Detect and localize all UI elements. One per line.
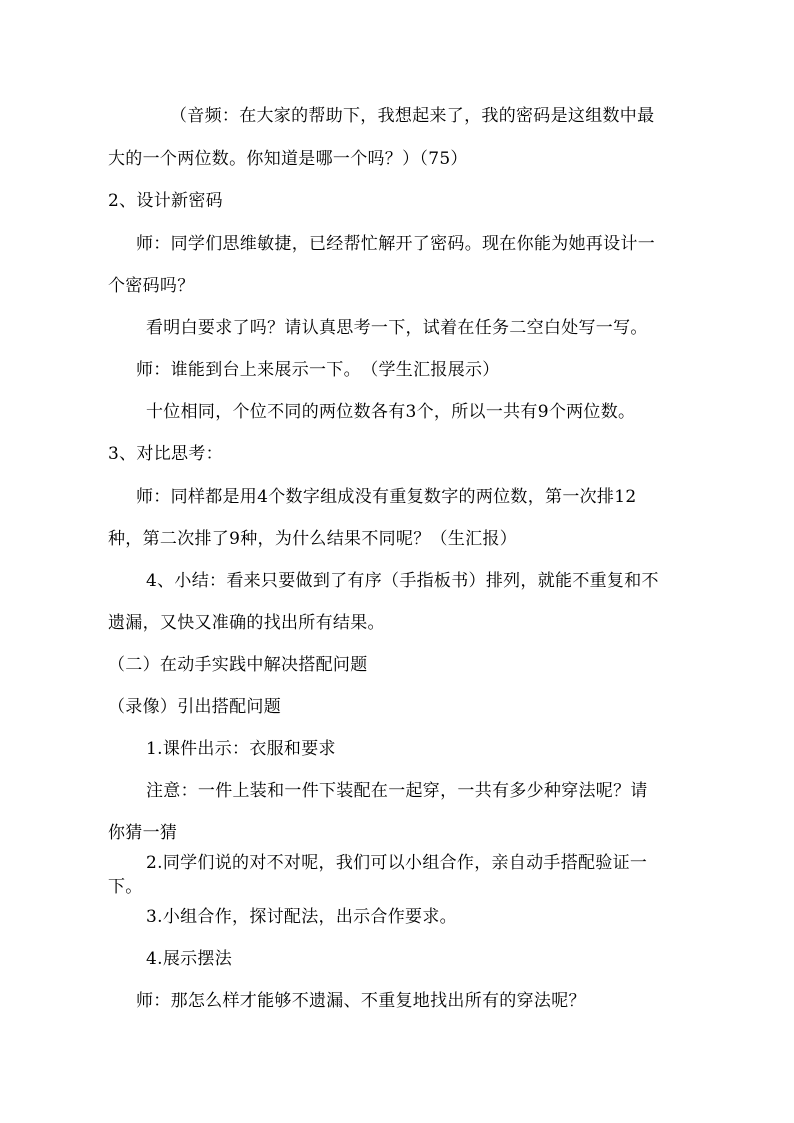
summary-line-1: 4、小结：看来只要做到了有序（手指板书）排列，就能不重复和不 (146, 571, 659, 591)
step-3-line: 3.小组合作，探讨配法，出示合作要求。 (146, 907, 457, 927)
tens-ones-line: 十位相同，个位不同的两位数各有3个，所以一共有9个两位数。 (146, 402, 636, 422)
instruction-line: 看明白要求了吗？请认真思考一下，试着在任务二空白处写一写。 (146, 318, 648, 338)
teacher-paragraph-2-line-1: 师：同样都是用4个数字组成没有重复数字的两位数，第一次排12 (136, 487, 637, 507)
step-2-line-2: 下。 (108, 877, 143, 897)
teacher-paragraph-1-line-2: 个密码吗？ (108, 276, 195, 296)
step-4-line: 4.展示摆法 (146, 949, 233, 969)
teacher-question-line: 师：那怎么样才能够不遗漏、不重复地找出所有的穿法呢？ (136, 991, 586, 1011)
note-line-2: 你猜一猜 (108, 823, 178, 843)
teacher-line-show: 师：谁能到台上来展示一下。 （学生汇报展示） (136, 360, 500, 380)
teacher-paragraph-2-line-2: 种，第二次排了9种，为什么结果不同呢？（生汇报） (108, 529, 518, 549)
section-heading-compare: 3、对比思考： (108, 444, 223, 464)
step-2-line-1: 2.同学们说的对不对呢，我们可以小组合作，亲自动手搭配验证一 (146, 853, 648, 873)
teacher-paragraph-1-line-1: 师：同学们思维敏捷，已经帮忙解开了密码。现在你能为她再设计一 (136, 234, 655, 254)
summary-line-2: 遗漏，又快又准确的找出所有结果。 (108, 613, 385, 633)
step-1-line: 1.课件出示：衣服和要求 (146, 739, 336, 759)
audio-note-line-2: 大的一个两位数。你知道是哪一个吗？）（75） (108, 149, 468, 169)
audio-note-line-1: （音频：在大家的帮助下，我想起来了，我的密码是这组数中最 (170, 106, 655, 126)
section-heading-matching: （二）在动手实践中解决搭配问题 (108, 655, 368, 675)
section-heading-design-password: 2、设计新密码 (108, 191, 223, 211)
video-intro-line: （录像）引出搭配问题 (108, 697, 281, 717)
note-line-1: 注意：一件上装和一件下装配在一起穿，一共有多少种穿法呢？请 (146, 781, 648, 801)
